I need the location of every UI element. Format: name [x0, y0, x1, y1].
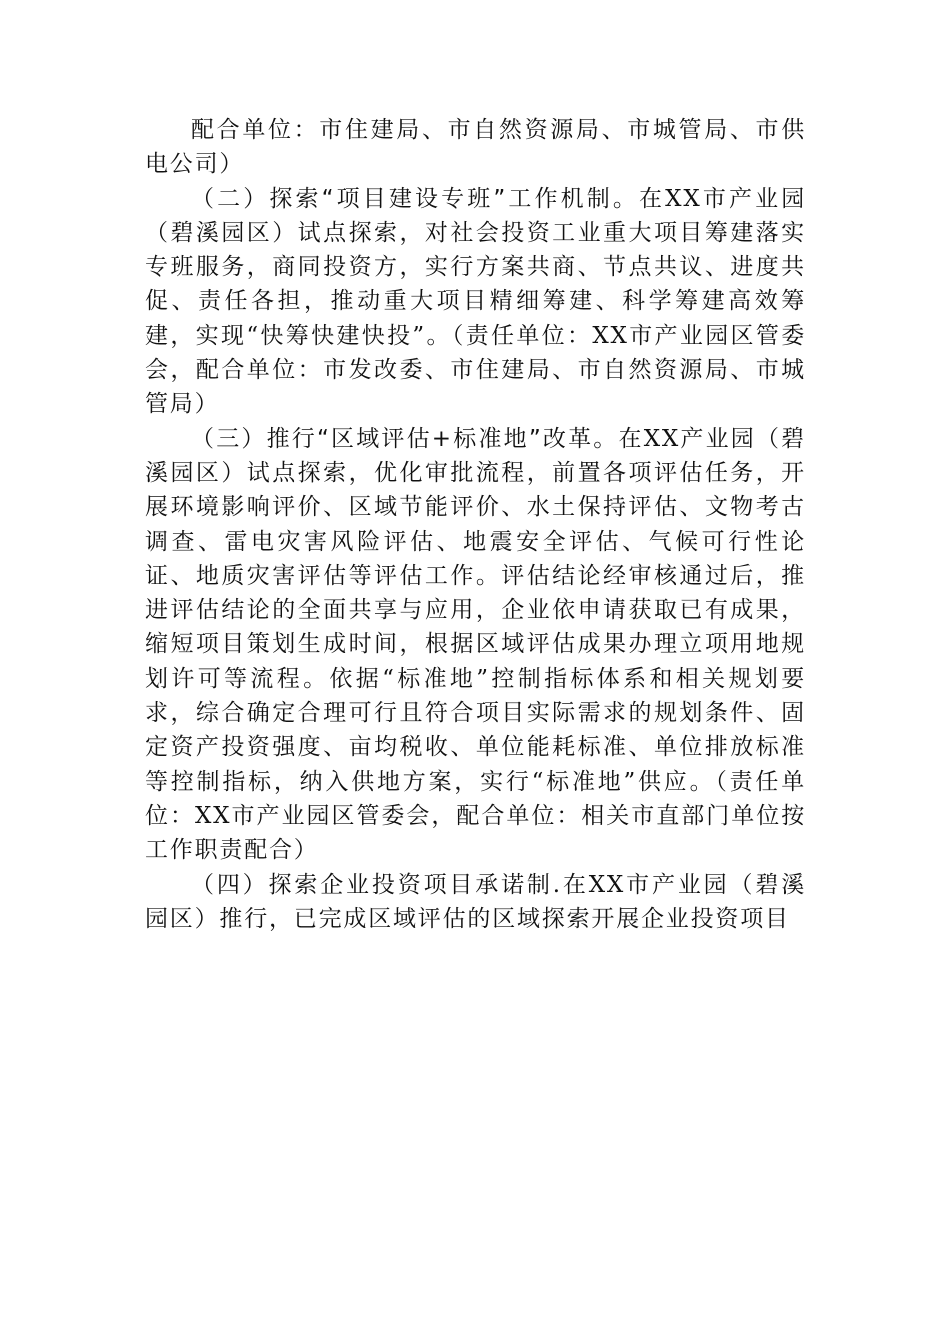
paragraph-3	[145, 422, 806, 868]
paragraph-2	[145, 182, 806, 422]
paragraph-3-heading: （三）推行“区域评估+标准地”改革。	[191, 425, 619, 452]
paragraph-2-heading: （二）探索“项目建设专班”工作机制。	[191, 185, 640, 212]
paragraph-4-body: （四）探索企业投资项目承诺制.在XX市产业园（碧溪园区）推行，已完成区域评估的区域探索开展企业投资项目	[145, 871, 806, 932]
paragraph-1	[145, 113, 806, 182]
paragraph-4	[145, 868, 806, 937]
document-page	[145, 113, 806, 936]
paragraph-3-body: 在XX产业园（碧溪园区）试点探索，优化审批流程，前置各项评估任务，开展环境影响评价、区域节能评价、水土保持评估、文物考古调查、雷电灾害风险评估、地震安全评估、气候可行性论证、地质灾害评估等评估工作。评估结论经审核通过后，推进评估结论的全面共享与应用，企业依申请获取已有成果，缩短项目策划生成时间，根据区域评估成果办理立项用地规划许可等流程。依据“标准地”控制指标体系和相关规划要求，综合确定合理可行且符合项目实际需求的规划条件、固定资产投资强度、亩均税收、单位能耗标准、单位排放标准等控制指标，纳入供地方案，实行“标准地”供应。（责任单位：XX市产业园区管委会，配合单位：相关市直部门单位按工作职责配合）	[145, 425, 806, 864]
paragraph-2-body: 在XX市产业园（碧溪园区）试点探索，对社会投资工业重大项目筹建落实专班服务，商同投资方，实行方案共商、节点共议、进度共促、责任各担，推动重大项目精细筹建、科学筹建高效筹建，实现“快筹快建快投”。（责任单位：XX市产业园区管委会，配合单位：市发改委、市住建局、市自然资源局、市城管局）	[145, 185, 806, 418]
paragraph-1-body: 配合单位：市住建局、市自然资源局、市城管局、市供电公司）	[145, 117, 806, 178]
